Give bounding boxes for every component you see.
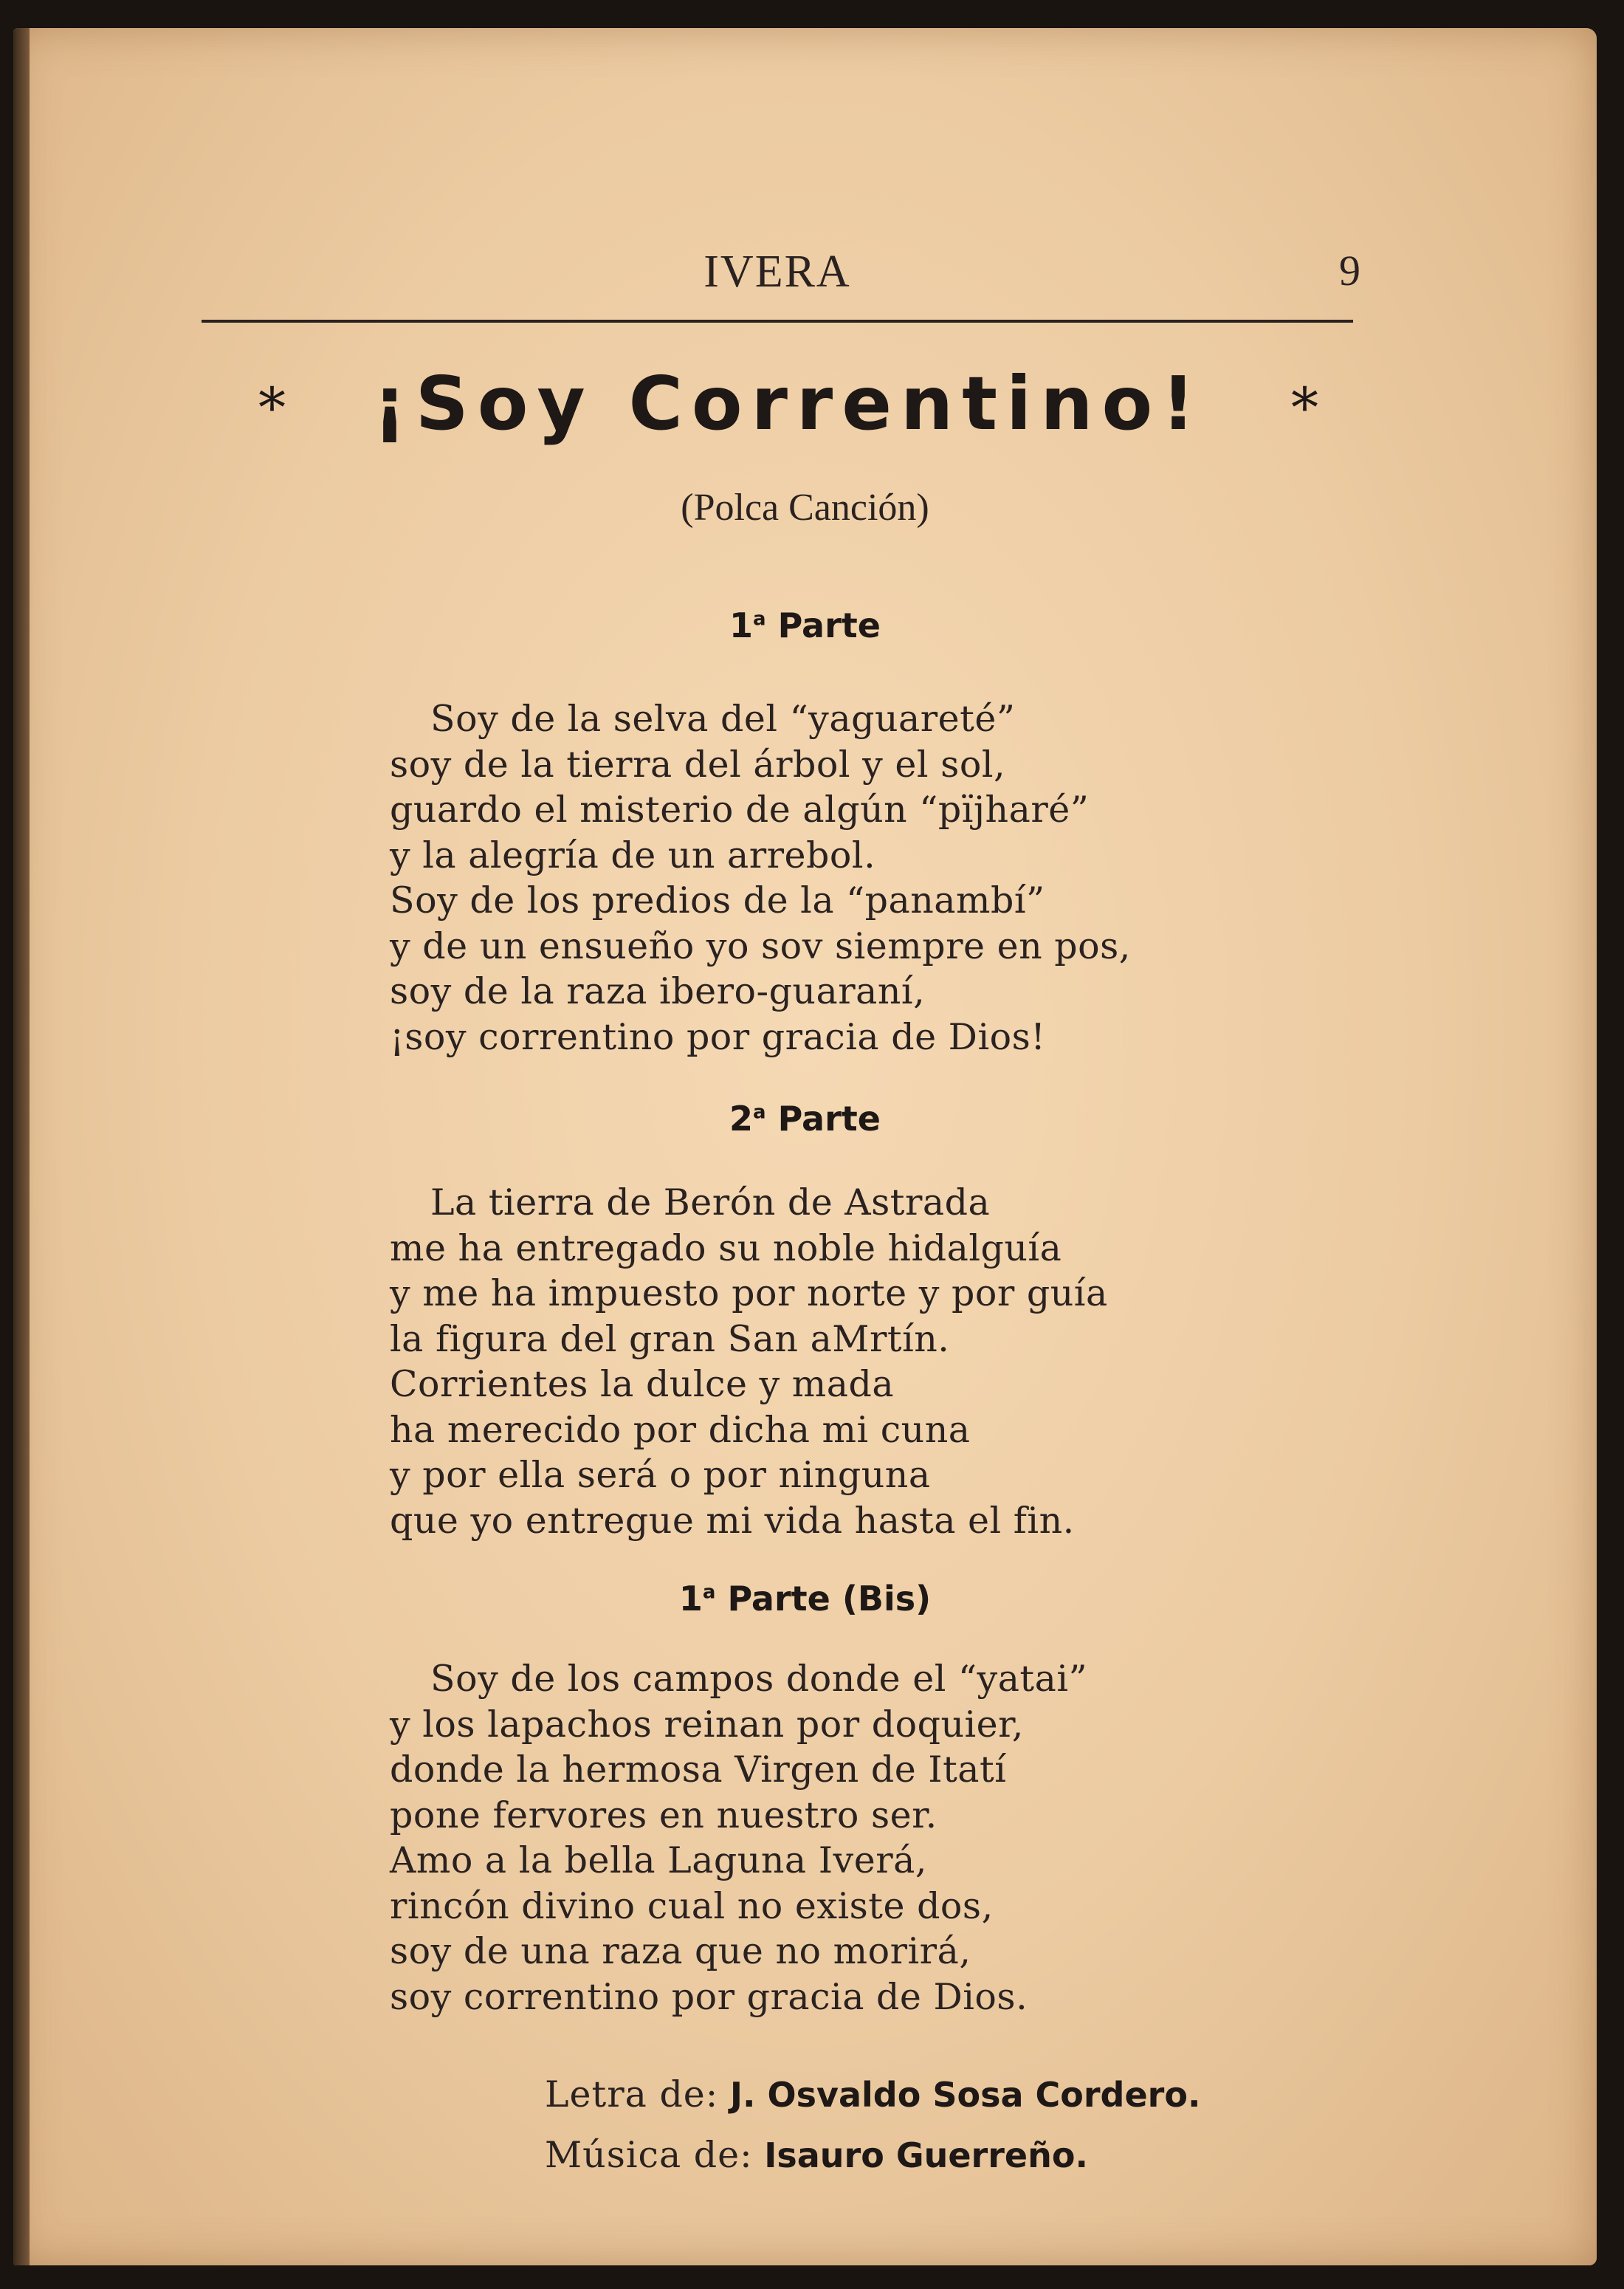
- verse-line: me ha entregado su noble hidalguía: [390, 1226, 1062, 1269]
- music-credit: [545, 2134, 1431, 2194]
- lyrics-credit: [545, 2073, 1431, 2134]
- verse-line: soy de una raza que no morirá,: [390, 1930, 971, 1972]
- verse-line: Corrientes la dulce y mada: [390, 1363, 895, 1405]
- song-genre: (Polca Canción): [681, 487, 929, 529]
- verse-line: y por ella será o por ninguna: [390, 1454, 931, 1496]
- star-ornament-icon: *: [258, 377, 286, 440]
- verse-line: Soy de los campos donde el “yatai”: [430, 1658, 1088, 1700]
- lyrics-label: Letra de:: [545, 2073, 719, 2115]
- verse-line: donde la hermosa Virgen de Itatí: [390, 1749, 1007, 1791]
- section-heading-2: 2$^a$ Parte: [729, 1099, 881, 1139]
- verse-line: Soy de los predios de la “panambí”: [390, 879, 1045, 922]
- composer-name: Isauro Guerreño.: [764, 2135, 1088, 2175]
- running-head: IVERA: [703, 247, 851, 297]
- section-heading-3: 1$^a$ Parte (Bis): [678, 1579, 932, 1619]
- verse-line: soy de la raza ibero-guaraní,: [390, 970, 926, 1012]
- verse-line: ha merecido por dicha mi cuna: [390, 1408, 971, 1451]
- book-page: [13, 28, 1597, 2265]
- verse-line: y la alegría de un arrebol.: [390, 834, 876, 876]
- page-header: [202, 238, 1360, 323]
- song-title-row: [242, 360, 1335, 464]
- verse-line: Amo a la bella Laguna Iverá,: [390, 1839, 927, 1881]
- star-ornament-icon: *: [1291, 377, 1318, 440]
- verse-line: y me ha impuesto por norte y por guía: [390, 1272, 1108, 1314]
- verse-line: rincón divino cual no existe dos,: [390, 1884, 994, 1927]
- verse-line: la figura del gran San aMrtín.: [390, 1317, 950, 1360]
- lyricist-name: J. Osvaldo Sosa Cordero.: [729, 2075, 1201, 2115]
- stanza-2: [390, 1180, 1276, 1543]
- verse-line: y los lapachos reinan por doquier,: [390, 1703, 1024, 1746]
- verse-line: Soy de la selva del “yaguareté”: [430, 698, 1016, 740]
- verse-line: que yo entregue mi vida hasta el fin.: [390, 1499, 1075, 1542]
- page-number: 9: [1339, 247, 1360, 295]
- verse-line: soy de la tierra del árbol y el sol,: [390, 743, 1006, 786]
- verse-line: La tierra de Berón de Astrada: [430, 1181, 991, 1224]
- stanza-1: [390, 696, 1276, 1060]
- music-label: Música de:: [545, 2134, 753, 2176]
- verse-line: y de un ensueño yo sov siempre en pos,: [390, 924, 1131, 967]
- section-heading-1: 1$^a$ Parte: [729, 605, 881, 645]
- stanza-3: [390, 1656, 1276, 2019]
- verse-line: guardo el misterio de algún “pïjharé”: [390, 789, 1090, 831]
- song-title: ¡Soy Correntino!: [373, 360, 1204, 447]
- verse-line: pone fervores en nuestro ser.: [390, 1794, 937, 1836]
- verse-line: ¡soy correntino por gracia de Dios!: [390, 1015, 1046, 1058]
- song-credits: [545, 2073, 1431, 2194]
- book-spine: [13, 28, 30, 2265]
- verse-line: soy correntino por gracia de Dios.: [390, 1975, 1028, 2018]
